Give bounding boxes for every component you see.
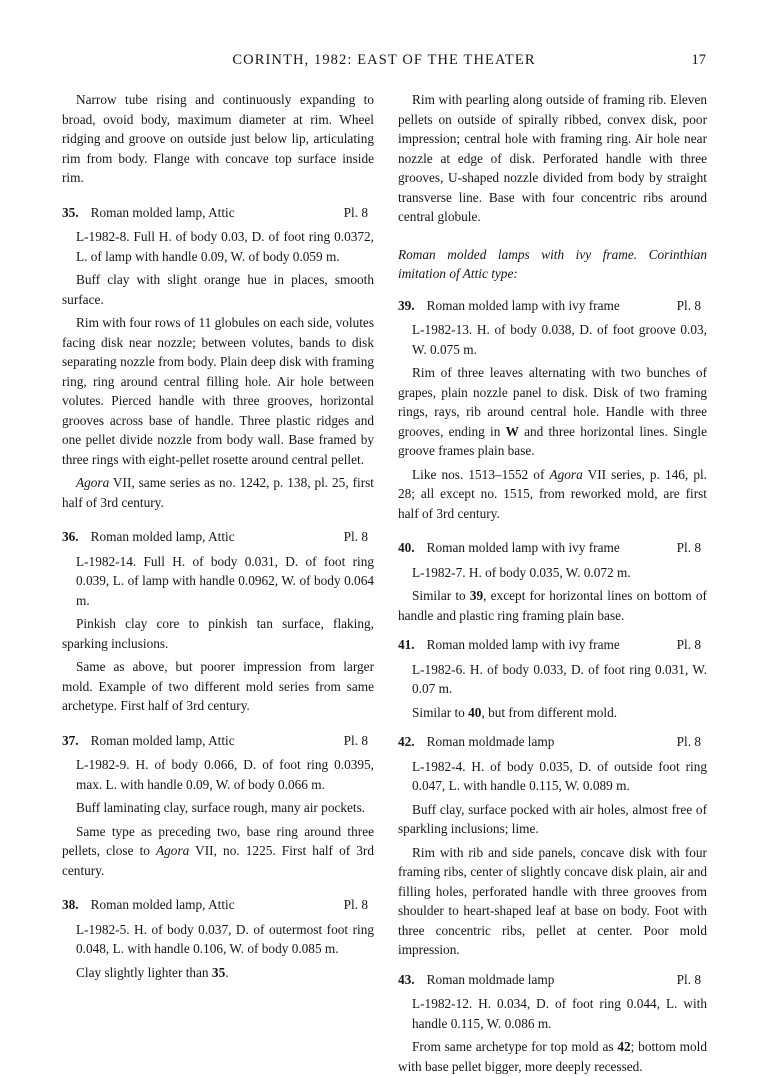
entry-meta: L-1982-14. Full H. of body 0.031, D. of foot ring 0.039, L. of lamp with handle 0.0962, W. of body 0.064 m. [62, 552, 374, 611]
entry-meta: L-1982-9. H. of body 0.066, D. of foot ring 0.0395, max. L. with handle 0.09, W. of body 0.066 m. [62, 755, 374, 794]
catalog-entry-43 [398, 970, 707, 1076]
entry-reference [62, 822, 374, 881]
entry-plate: Pl. 8 [677, 296, 701, 316]
entry-title: Roman molded lamp with ivy frame [427, 637, 620, 652]
entry-number: 41. [398, 637, 415, 652]
catalog-entry-35 [62, 203, 374, 513]
entry-paragraph: Buff clay, surface pocked with air holes, almost free of sparkling inclusions; lime. [398, 800, 707, 839]
ref-pre: Like nos. 1513–1552 of [412, 467, 550, 482]
entry-reference [398, 465, 707, 524]
catalog-entry-38 [62, 895, 374, 982]
section-heading: Roman molded lamps with ivy frame. Corinthian imitation of Attic type: [398, 245, 707, 284]
entry-title: Roman molded lamp, Attic [91, 205, 235, 220]
text-run: From same archetype for top mold as [412, 1039, 617, 1054]
entry-number: 40. [398, 540, 415, 555]
entry-meta: L-1982-8. Full H. of body 0.03, D. of foot ring 0.0372, L. of lamp with handle 0.09, W. of body 0.059 m. [62, 227, 374, 266]
entry-heading [398, 635, 707, 655]
entry-meta: L-1982-13. H. of body 0.038, D. of foot groove 0.03, W. 0.075 m. [398, 320, 707, 359]
entry-paragraph: Buff laminating clay, surface rough, many air pockets. [62, 798, 374, 818]
bold-letter: W [506, 424, 519, 439]
ref-italic: Agora [156, 843, 189, 858]
entry-plate: Pl. 8 [344, 203, 368, 223]
catalog-entry-39 [398, 296, 707, 524]
continuation-paragraph: Rim with pearling along outside of framing rib. Eleven pellets on outside of spirally ribbed, convex disk, poor impression; central hole with framing ring. Air hole near nozzle at edge of disk. Perforated handle with three grooves, U-shaped nozzle divided from body by straight transverse line. Base with four concentric ribs around central globule. [398, 90, 707, 227]
entry-paragraph: Buff clay with slight orange hue in places, smooth surface. [62, 270, 374, 309]
cross-ref-number: 39 [470, 588, 483, 603]
entry-plate: Pl. 8 [344, 731, 368, 751]
entry-number: 35. [62, 205, 79, 220]
ref-italic: Agora [76, 475, 109, 490]
entry-heading [398, 732, 707, 752]
cross-ref-number: 40 [468, 705, 481, 720]
entry-number: 38. [62, 897, 79, 912]
ref-pre: Same type as preceding two, base ring around three pellets, close to [62, 824, 374, 859]
entry-plate: Pl. 8 [344, 527, 368, 547]
entry-meta: L-1982-5. H. of body 0.037, D. of outermost foot ring 0.048, L. with handle 0.106, W. of body 0.085 m. [62, 920, 374, 959]
cross-ref-number: 35 [212, 965, 225, 980]
text-run: and three horizontal lines. Single groove frames plain base. [398, 424, 707, 459]
text-run: . [225, 965, 228, 980]
entry-paragraph: Pinkish clay core to pinkish tan surface, flaking, sparking inclusions. [62, 614, 374, 653]
text-run: ; bottom mold with base pellet bigger, more deeply recessed. [398, 1039, 707, 1074]
text-run: Clay slightly lighter than [76, 965, 212, 980]
catalog-entry-42 [398, 732, 707, 960]
entry-paragraph [398, 1037, 707, 1076]
text-run: Similar to [412, 705, 468, 720]
ref-rest: VII, no. 1225. First half of 3rd century. [62, 843, 374, 878]
entry-heading [62, 527, 374, 547]
catalog-entry-41 [398, 635, 707, 722]
ref-italic: Agora [550, 467, 583, 482]
entry-plate: Pl. 8 [677, 538, 701, 558]
entry-paragraph [398, 703, 707, 723]
entry-meta: L-1982-12. H. 0.034, D. of foot ring 0.044, L. with handle 0.115, W. 0.086 m. [398, 994, 707, 1033]
entry-meta: L-1982-6. H. of body 0.033, D. of foot ring 0.031, W. 0.07 m. [398, 660, 707, 699]
entry-plate: Pl. 8 [677, 970, 701, 990]
entry-paragraph: Rim with rib and side panels, concave disk with four framing ribs, center of slightly concave disk plain, air and filling holes, perforated handle with three grooves from shoulder to heart-shaped leaf at base on body. Foot with three concentric ribs, pellet at center. Poor mold impression. [398, 843, 707, 960]
entry-title: Roman molded lamp, Attic [91, 897, 235, 912]
entry-number: 42. [398, 734, 415, 749]
entry-heading [398, 296, 707, 316]
entry-plate: Pl. 8 [344, 895, 368, 915]
text-run: Rim of three leaves alternating with two bunches of grapes, plain nozzle panel to disk. Disk of two framing rings, rays, rib around central hole. Handle with three grooves, ending in [398, 365, 707, 439]
page-header [62, 52, 706, 72]
catalog-entry-40 [398, 538, 707, 625]
entry-paragraph: Rim with four rows of 11 globules on each side, volutes facing disk near nozzle; between volutes, bands to disk separating nozzle from body. Plain deep disk with framing ring, ring around central filling hole. Air hole between volutes. Pierced handle with three grooves, horizontal grooves across base of handle. Three plastic ridges and one pellet divide nozzle from body wall. Base framed by three rings with eight-pellet rosette around central pellet. [62, 313, 374, 469]
entry-title: Roman molded lamp with ivy frame [427, 298, 620, 313]
entry-heading [398, 538, 707, 558]
entry-title: Roman moldmade lamp [427, 734, 555, 749]
entry-title: Roman molded lamp with ivy frame [427, 540, 620, 555]
entry-heading [62, 895, 374, 915]
text-run: , but from different mold. [481, 705, 617, 720]
entry-number: 43. [398, 972, 415, 987]
entry-plate: Pl. 8 [677, 732, 701, 752]
entry-title: Roman moldmade lamp [427, 972, 555, 987]
ref-rest: VII series, p. 146, pl. 28; all except no. 1515, from reworked mold, are first half of 3rd century. [398, 467, 707, 521]
entry-number: 39. [398, 298, 415, 313]
entry-title: Roman molded lamp, Attic [91, 733, 235, 748]
entry-paragraph [398, 363, 707, 461]
text-run: , except for horizontal lines on bottom of handle and plastic ring framing plain base. [398, 588, 707, 623]
entry-plate: Pl. 8 [677, 635, 701, 655]
entry-title: Roman molded lamp, Attic [91, 529, 235, 544]
running-title: CORINTH, 1982: EAST OF THE THEATER [62, 52, 706, 69]
left-column [62, 90, 374, 982]
entry-heading [62, 203, 374, 223]
entry-paragraph: Same as above, but poorer impression from larger mold. Example of two different mold series from same archetype. First half of 3rd century. [62, 657, 374, 716]
catalog-entry-36 [62, 527, 374, 716]
catalog-entry-37 [62, 731, 374, 881]
ref-rest: VII, same series as no. 1242, p. 138, pl. 25, first half of 3rd century. [62, 475, 374, 510]
cross-ref-number: 42 [617, 1039, 630, 1054]
intro-paragraph: Narrow tube rising and continuously expanding to broad, ovoid body, maximum diameter at rim. Wheel ridging and groove on outside just below lip, articulating rim from body. Flange with concave top surface inside rim. [62, 90, 374, 188]
right-column [398, 90, 707, 1076]
entry-heading [62, 731, 374, 751]
page-number: 17 [692, 52, 707, 69]
entry-reference [62, 473, 374, 512]
entry-number: 36. [62, 529, 79, 544]
entry-heading [398, 970, 707, 990]
entry-number: 37. [62, 733, 79, 748]
entry-meta: L-1982-7. H. of body 0.035, W. 0.072 m. [398, 563, 707, 583]
entry-paragraph [398, 586, 707, 625]
entry-paragraph [62, 963, 374, 983]
text-run: Similar to [412, 588, 470, 603]
entry-meta: L-1982-4. H. of body 0.035, D. of outside foot ring 0.047, L. with handle 0.115, W. 0.089 m. [398, 757, 707, 796]
